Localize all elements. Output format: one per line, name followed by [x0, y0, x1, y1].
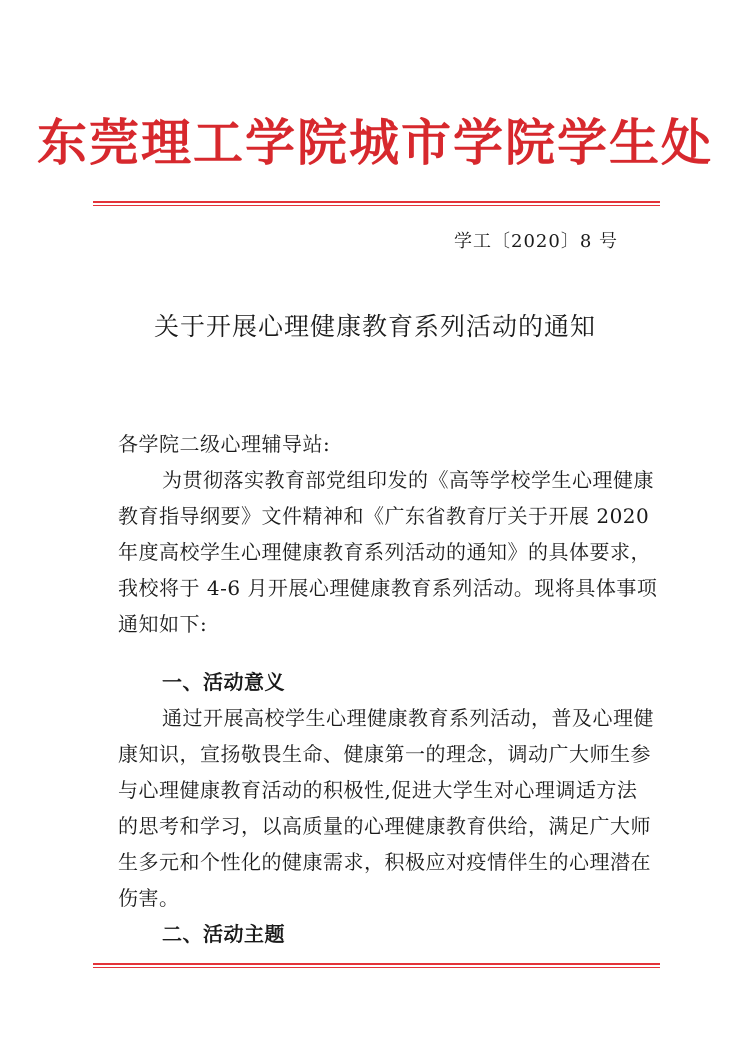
notice-title: 关于开展心理健康教育系列活动的通知	[153, 312, 596, 341]
footer-red-rule	[93, 963, 660, 968]
paragraph-line: 为贯彻落实教育部党组印发的《高等学校学生心理健康	[162, 468, 654, 492]
org-letterhead-title: 东莞理工学院城市学院学生处	[37, 113, 713, 172]
salutation: 各学院二级心理辅导站:	[118, 432, 331, 456]
paragraph-line: 伤害。	[118, 886, 180, 910]
paragraph-line: 康知识，宣扬敬畏生命、健康第一的理念，调动广大师生参	[118, 742, 651, 766]
paragraph-line: 的思考和学习，以高质量的心理健康教育供给，满足广大师	[118, 814, 651, 838]
paragraph-line: 教育指导纲要》文件精神和《广东省教育厅关于开展 2020	[118, 504, 650, 528]
paragraph-line: 年度高校学生心理健康教育系列活动的通知》的具体要求，	[118, 540, 651, 564]
paragraph-line: 与心理健康教育活动的积极性,促进大学生对心理调适方法	[118, 778, 638, 802]
section-heading: 一、活动意义	[162, 670, 285, 694]
paragraph-line: 生多元和个性化的健康需求，积极应对疫情伴生的心理潜在	[118, 850, 651, 874]
letterhead-red-rule	[93, 201, 660, 206]
section-heading: 二、活动主题	[162, 922, 285, 946]
paragraph-line: 我校将于 4-6 月开展心理健康教育系列活动。现将具体事项	[118, 576, 658, 600]
document-number: 学工〔2020〕8 号	[454, 231, 618, 252]
paragraph-line: 通知如下:	[118, 612, 208, 636]
paragraph-line: 通过开展高校学生心理健康教育系列活动，普及心理健	[162, 706, 654, 730]
